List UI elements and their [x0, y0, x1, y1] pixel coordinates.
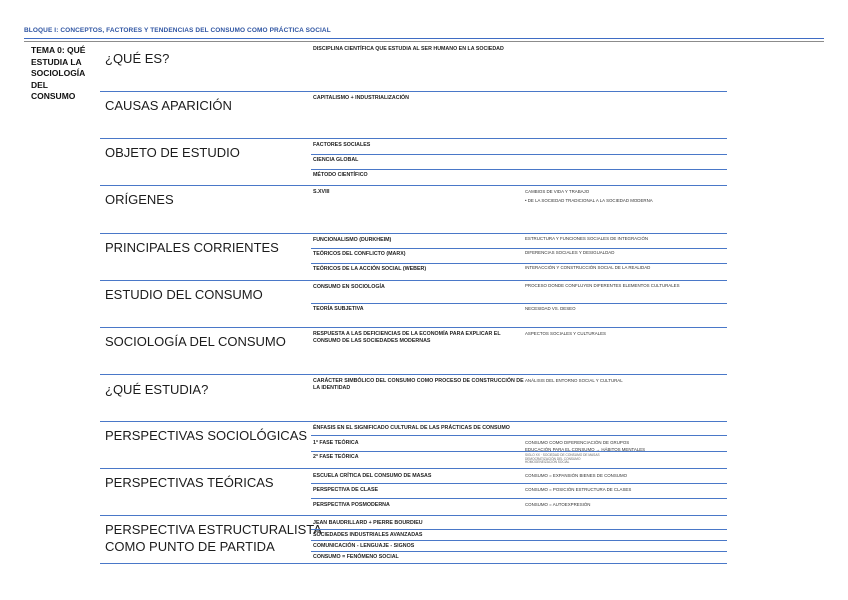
row-content: ESCUELA CRÍTICA DEL CONSUMO DE MASAS	[313, 473, 432, 479]
row-detail: CONSUMO COMO DIFERENCIACIÓN DE GRUPOS	[525, 440, 630, 445]
row-sociologia-consumo	[100, 328, 727, 375]
row-title: PERSPECTIVAS SOCIOLÓGICAS	[105, 428, 308, 443]
row-detail-small: DEMOCRATIZACIÓN DEL CONSUMO	[525, 456, 581, 461]
row-title: PERSPECTIVAS TEÓRICAS	[105, 475, 274, 490]
row-title: ORÍGENES	[105, 192, 174, 207]
tema-label: TEMA 0: QUÉ ESTUDIA LA SOCIOLOGÍA DEL CONSUMO	[31, 45, 86, 101]
row-content: TEÓRICOS DEL CONFLICTO (MARX)	[313, 251, 406, 257]
header-rule-secondary	[24, 41, 824, 42]
row-principales-corrientes	[100, 234, 727, 281]
document-header: BLOQUE I: CONCEPTOS, FACTORES Y TENDENCIAS DEL CONSUMO COMO PRÁCTICA SOCIAL	[24, 27, 331, 34]
row-title: OBJETO DE ESTUDIO	[105, 145, 240, 160]
row-detail: CONSUMO = POSICIÓN ESTRUCTURA DE CLASES	[525, 487, 632, 492]
row-title: PERSPECTIVA ESTRUCTURALISTA	[105, 522, 322, 537]
header-rule	[24, 38, 824, 39]
row-title-continued: COMO PUNTO DE PARTIDA	[105, 539, 275, 554]
row-content: CAPITALISMO + INDUSTRIALIZACIÓN	[313, 95, 409, 101]
row-causas-aparicion	[100, 92, 727, 139]
row-objeto-estudio	[100, 139, 727, 186]
row-detail: ANÁLISIS DEL ENTORNO SOCIAL Y CULTURAL	[525, 378, 623, 383]
row-divider	[311, 483, 727, 484]
row-title: ¿QUÉ ES?	[105, 51, 170, 66]
row-content: COMUNICACIÓN - LENGUAJE - SIGNOS	[313, 543, 415, 549]
row-content: FACTORES SOCIALES	[313, 142, 371, 148]
row-content: TEORÍA SUBJETIVA	[313, 306, 364, 312]
row-divider	[311, 263, 727, 264]
row-title: ESTUDIO DEL CONSUMO	[105, 287, 263, 302]
row-content: 1ª FASE TEÓRICA	[313, 440, 359, 446]
row-content: S.XVIII	[313, 189, 330, 195]
row-title: ¿QUÉ ESTUDIA?	[105, 382, 209, 397]
row-divider	[311, 303, 727, 304]
row-content: SOCIEDADES INDUSTRIALES AVANZADAS	[313, 532, 423, 538]
row-origenes	[100, 186, 727, 234]
row-detail: • DE LA SOCIEDAD TRADICIONAL A LA SOCIEDAD MODERNA	[525, 198, 653, 203]
row-content: MÉTODO CIENTÍFICO	[313, 172, 368, 178]
row-title: PRINCIPALES CORRIENTES	[105, 240, 279, 255]
row-detail: NECESIDAD VS. DESEO	[525, 306, 576, 311]
row-content: FUNCIONALISMO (DURKHEIM)	[313, 237, 392, 243]
row-content: ÉNFASIS EN EL SIGNIFICADO CULTURAL DE LAS PRÁCTICAS DE CONSUMO	[313, 425, 510, 431]
row-content: TEÓRICOS DE LA ACCIÓN SOCIAL (WEBER)	[313, 266, 427, 272]
row-detail: CAMBIOS DE VIDA Y TRABAJO	[525, 189, 590, 194]
row-detail: ESTRUCTURA Y FUNCIONES SOCIALES DE INTEGRACIÓN	[525, 236, 649, 241]
row-content: PERSPECTIVA DE CLASE	[313, 487, 379, 493]
row-detail: DIFERENCIAS SOCIALES Y DESIGUALDAD	[525, 250, 615, 255]
row-divider	[311, 248, 727, 249]
row-detail: CONSUMO = EXPANSIÓN BIENES DE CONSUMO	[525, 473, 628, 478]
row-content: CARÁCTER SIMBÓLICO DEL CONSUMO COMO PROCESO DE CONSTRUCCIÓN DE LA IDENTIDAD	[313, 378, 524, 391]
row-content: RESPUESTA A LAS DEFICIENCIAS DE LA ECONOMÍA PARA EXPLICAR EL CONSUMO DE LAS SOCIEDADES MODERNAS	[313, 331, 501, 344]
row-divider	[311, 154, 727, 155]
row-que-es	[100, 43, 727, 92]
row-detail: CONSUMO = AUTOEXPRESIÓN	[525, 502, 591, 507]
row-title: CAUSAS APARICIÓN	[105, 98, 232, 113]
row-detail: PROCESO DONDE CONFLUYEN DIFERENTES ELEMENTOS CULTURALES	[525, 283, 680, 288]
row-perspectivas-teoricas	[100, 469, 727, 516]
row-que-estudia	[100, 375, 727, 422]
row-content: CONSUMO EN SOCIOLOGÍA	[313, 284, 385, 290]
row-divider	[311, 451, 727, 452]
row-detail: EDUCACIÓN PARA EL CONSUMO → HÁBITOS MENTALES	[525, 447, 646, 452]
row-perspectiva-estructuralista	[100, 516, 727, 564]
row-divider	[311, 169, 727, 170]
row-detail: INTERACCIÓN Y CONSTRUCCIÓN SOCIAL DE LA REALIDAD	[525, 265, 651, 270]
row-divider	[311, 540, 727, 541]
row-content: CIENCIA GLOBAL	[313, 157, 359, 163]
row-perspectivas-sociologicas	[100, 422, 727, 469]
row-divider	[311, 498, 727, 499]
row-estudio-consumo	[100, 281, 727, 328]
row-content: 2ª FASE TEÓRICA	[313, 454, 359, 460]
row-content: PERSPECTIVA POSMODERNA	[313, 502, 390, 508]
row-detail-small: HOMOGENEIZACIÓN SOCIAL	[525, 460, 570, 465]
row-divider	[311, 551, 727, 552]
row-divider	[311, 529, 727, 530]
row-content: DISCIPLINA CIENTÍFICA QUE ESTUDIA AL SER HUMANO EN LA SOCIEDAD	[313, 46, 504, 52]
row-title: SOCIOLOGÍA DEL CONSUMO	[105, 334, 286, 349]
row-content: CONSUMO = FENÓMENO SOCIAL	[313, 554, 399, 560]
row-divider	[311, 435, 727, 436]
row-detail: ASPECTOS SOCIALES Y CULTURALES	[525, 331, 606, 336]
row-detail-small: SIGLO XX · SOCIEDAD DE CONSUMO DE MASAS	[525, 453, 600, 457]
row-content: JEAN BAUDRILLARD + PIERRE BOURDIEU	[313, 520, 423, 526]
